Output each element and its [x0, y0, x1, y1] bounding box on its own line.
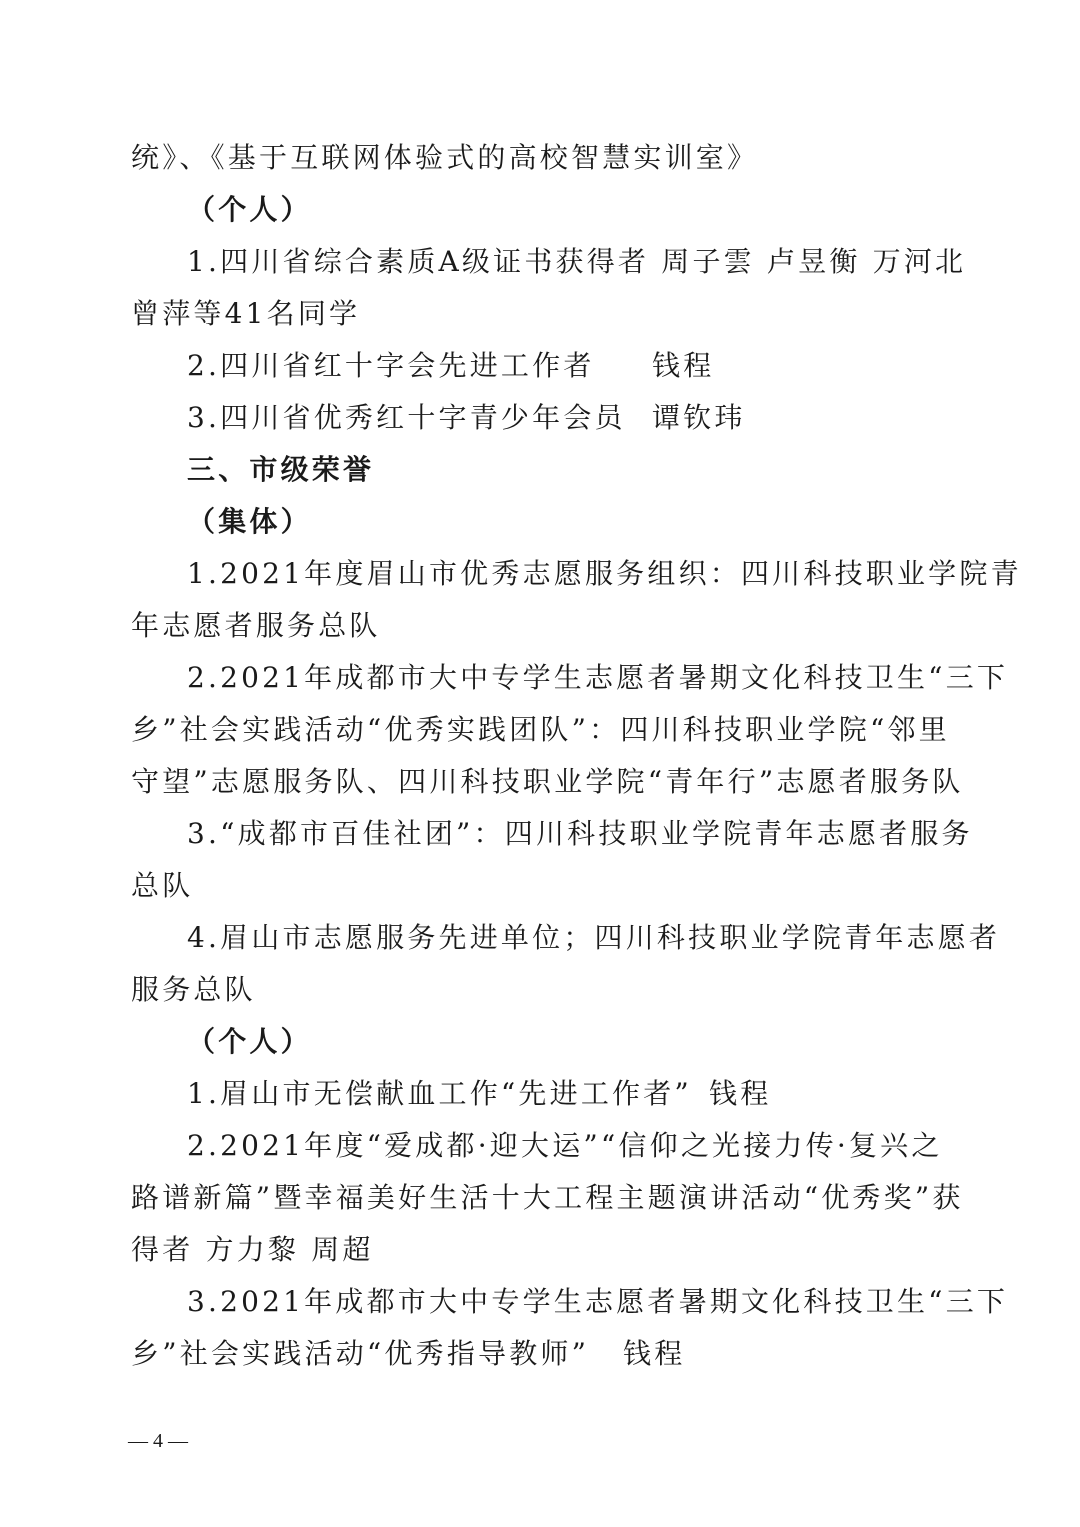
- awardee-name: 钱程: [709, 1077, 772, 1110]
- text-line: 守望”志愿服务队、四川科技职业学院“青年行”志愿者服务队: [131, 765, 964, 798]
- award-title: 3.四川省优秀红十字青少年会员: [187, 401, 626, 434]
- list-item: 3.“成都市百佳社团”：四川科技职业学院青年志愿者服务: [187, 817, 973, 850]
- section-heading: 三、市级荣誉: [187, 453, 375, 486]
- text-line: 路谱新篇”暨幸福美好生活十大工程主题演讲活动“优秀奖”获: [131, 1181, 964, 1214]
- text-line: [131, 1328, 961, 1380]
- award-title: 2.四川省红十字会先进工作者: [187, 349, 595, 382]
- document-body: [131, 132, 1022, 1380]
- list-item: 3.2021年成都市大中专学生志愿者暑期文化科技卫生“三下: [187, 1285, 1009, 1318]
- awardee-name: 钱程: [652, 349, 715, 382]
- page-number: — 4 —: [128, 1430, 188, 1452]
- text-line: 乡”社会实践活动“优秀实践团队”：四川科技职业学院“邻里: [131, 713, 950, 746]
- subheading-individual: （个人）: [187, 1025, 312, 1058]
- award-title: 乡”社会实践活动“优秀指导教师”: [131, 1337, 590, 1370]
- list-item: 1.四川省综合素质A级证书获得者 周子雲 卢昱衡 万河北: [187, 245, 967, 278]
- list-item: [131, 1068, 961, 1120]
- list-item: [131, 340, 961, 392]
- text-line: 得者 方力黎 周超: [131, 1233, 374, 1266]
- awardee-name: 谭钦玮: [652, 401, 746, 434]
- text-line: 服务总队: [131, 973, 256, 1006]
- list-item: [131, 392, 961, 444]
- subheading-individual: （个人）: [187, 193, 312, 226]
- list-item: 1.2021年度眉山市优秀志愿服务组织：四川科技职业学院青: [187, 557, 1022, 590]
- text-line: 曾萍等41名同学: [131, 297, 361, 330]
- list-item: 2.2021年成都市大中专学生志愿者暑期文化科技卫生“三下: [187, 661, 1009, 694]
- list-item: 4.眉山市志愿服务先进单位；四川科技职业学院青年志愿者: [187, 921, 1001, 954]
- list-item: 2.2021年度“爱成都·迎大运”“信仰之光接力传·复兴之: [187, 1129, 943, 1162]
- award-title: 1.眉山市无偿献血工作“先进工作者”: [187, 1077, 692, 1110]
- subheading-collective: （集体）: [187, 505, 312, 538]
- awardee-name: 钱程: [623, 1337, 686, 1370]
- text-line: 总队: [131, 869, 194, 902]
- text-line: 统》、《基于互联网体验式的高校智慧实训室》: [131, 141, 759, 174]
- text-line: 年志愿者服务总队: [131, 609, 381, 642]
